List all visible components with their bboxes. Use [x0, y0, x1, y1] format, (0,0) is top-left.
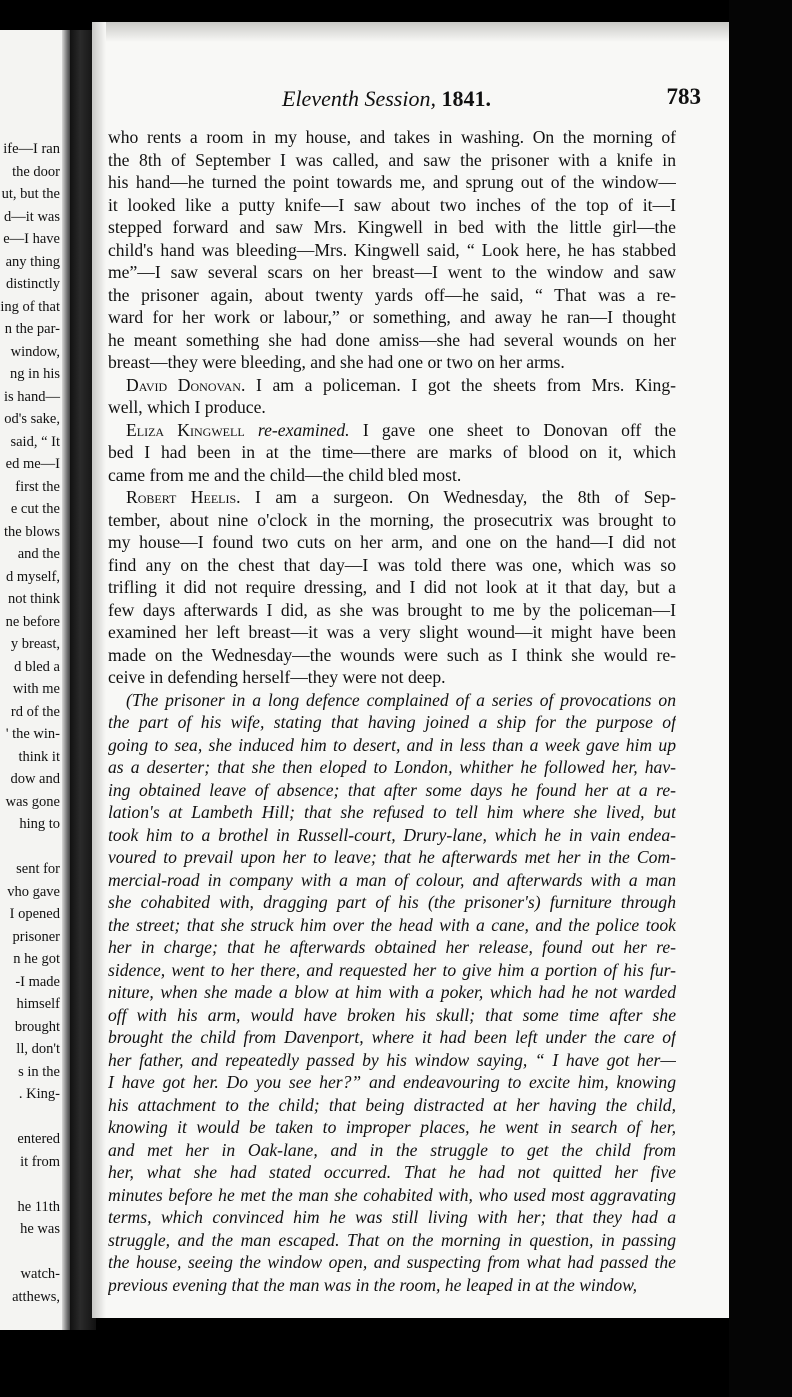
facing-page-line: dow and: [10, 771, 60, 787]
facing-page-line: first the: [15, 478, 60, 495]
facing-page-line: d myself,: [6, 568, 60, 585]
defence-line: previous evening that the man was in the room, he leaped in at the window,: [108, 1274, 638, 1295]
heelis-line: made on the Wednesday—the wounds were such as I think she would re-: [108, 644, 676, 665]
defence-line: struggle, and the man escaped. That on the morning in question, in passing: [108, 1229, 676, 1250]
facing-page-line: hing to: [19, 816, 60, 832]
facing-page-line: atthews,: [12, 1288, 60, 1305]
defence-line: going to sea, she induced him to desert, and in less than a week gave him up: [108, 734, 676, 755]
facing-page-line: rd of the: [10, 703, 60, 720]
testimony-line: stepped forward and saw Mrs. Kingwell in bed with the little girl—the: [108, 217, 676, 237]
defence-line: his attachment to the child; that being distracted at her having the child,: [108, 1094, 676, 1115]
facing-page-line: think it: [18, 748, 60, 765]
prisoner-defence: [108, 689, 676, 1297]
facing-page-line: ll, don't: [16, 1041, 60, 1057]
kingwell-line-2: came from me and the child—the child bled most.: [108, 464, 462, 485]
defence-line: the street; that she struck him over the head with a cane, and the police took: [108, 914, 676, 935]
facing-page-line: ng in his: [10, 366, 60, 382]
defence-line: mercial-road in company with a man of colour, and afterwards with a man: [108, 869, 676, 890]
facing-page-line: entered: [17, 1131, 60, 1147]
facing-page-line: he 11th: [17, 1198, 60, 1215]
testimony-line: ward for her work or labour,” or something, and away he ran—I thought: [108, 307, 676, 327]
defence-line: (The prisoner in a long defence complained of a series of provocations on: [126, 689, 676, 710]
facing-page-line: himself: [16, 996, 60, 1012]
heelis-line: my house—I found two cuts on her arm, and one on the hand—I did not: [108, 532, 676, 552]
facing-page-line: the door: [12, 163, 60, 180]
facing-page-line: ed me—I: [5, 456, 60, 472]
running-head-year: 1841.: [441, 86, 491, 111]
testimony-line: it looked like a putty knife—I saw about two inches of the top of it—I: [108, 194, 676, 215]
facing-page-line: . King-: [18, 1086, 60, 1102]
facing-page-line: n he got: [13, 951, 60, 967]
facing-page-line: ut, but the: [1, 186, 60, 202]
facing-page-line: ing of that: [0, 298, 60, 315]
facing-page-line: brought: [14, 1018, 60, 1035]
defence-line: I have got her. Do you see her?” and endeavouring to excite him, knowing: [108, 1072, 676, 1092]
facing-page-text: [0, 138, 60, 1308]
facing-page-line: [0, 1106, 60, 1129]
facing-page-line: [0, 836, 60, 859]
facing-page-line: e—I have: [3, 231, 60, 247]
scan-border: [729, 0, 792, 1397]
page-shadow-left: [92, 22, 106, 1318]
defence-line: minutes before he met the man she cohabited with, who used most aggravating: [108, 1184, 676, 1205]
facing-page-line: with me: [12, 681, 60, 697]
defence-line: took him to a brothel in Russell-court, Drury-lane, which he in vain endea-: [108, 824, 676, 845]
facing-page-line: he was: [20, 1221, 60, 1237]
running-head: [282, 86, 491, 112]
facing-page: [0, 30, 72, 1330]
testimony-line: his hand—he turned the point towards me, and sprung out of the window—: [108, 172, 676, 192]
defence-line: voured to prevail upon her to leave; that he afterwards met her in the Com-: [108, 847, 676, 867]
defence-line: her father, and repeatedly passed by his window saying, “ I have got her—: [108, 1049, 676, 1070]
donovan-line-0: David Donovan. I am a policeman. I got the sheets from Mrs. King-: [126, 374, 676, 395]
facing-page-line: d—it was: [4, 208, 60, 225]
facing-page-line: any thing: [5, 253, 60, 270]
facing-page-line: the blows: [4, 523, 60, 540]
witness-name: David Donovan.: [126, 374, 246, 395]
heelis-line: examined her left breast—it was a very slight wound—it might have been: [108, 622, 676, 642]
facing-page-line: it from: [20, 1153, 60, 1170]
witness-name: Robert Heelis.: [126, 487, 241, 507]
donovan-line-1: well, which I produce.: [108, 397, 266, 417]
defence-line: niture, when she made a blow at him with a poker, which had he not warded: [108, 982, 676, 1002]
defence-line: and met her in Oak-lane, and in the struggle to get the child from: [108, 1139, 676, 1160]
testimony-line: the 8th of September I was called, and saw the prisoner with a knife in: [108, 149, 676, 170]
facing-page-line: d bled a: [14, 658, 60, 675]
facing-page-line: ' the win-: [5, 726, 60, 742]
defence-line: she cohabited with, dragging part of his (the prisoner's) furniture through: [108, 892, 676, 912]
main-page: [92, 22, 729, 1318]
defence-line: ing obtained leave of absence; that after some days he found her at a re-: [108, 779, 676, 800]
heelis-line-0: Robert Heelis. I am a surgeon. On Wednesday, the 8th of Sep-: [126, 487, 676, 507]
facing-page-line: [0, 1241, 60, 1264]
facing-page-line: sent for: [16, 861, 60, 877]
defence-line: lation's at Lambeth Hill; that she refused to tell him where she lived, but: [108, 802, 676, 822]
facing-page-line: and the: [17, 546, 60, 562]
facing-page-line: n the par-: [4, 321, 60, 337]
testimony-line: child's hand was bleeding—Mrs. Kingwell said, “ Look here, he has stabbed: [108, 239, 676, 260]
testimony-line: breast—they were bleeding, and she had one or two on her arms.: [108, 352, 565, 372]
facing-page-line: said, “ It: [10, 433, 60, 450]
testimony-paragraph: [108, 126, 676, 374]
heelis-testimony: [108, 509, 676, 689]
facing-page-line: y breast,: [10, 636, 60, 652]
heelis-line: tember, about nine o'clock in the morning, the prosecutrix was brought to: [108, 509, 676, 530]
defence-line: as a deserter; that she then eloped to London, whither he followed her, hav-: [108, 757, 676, 777]
facing-page-line: od's sake,: [4, 411, 60, 427]
defence-line: her in charge; that he afterwards obtained her release, found out her re-: [108, 937, 676, 957]
facing-page-line: distinctly: [6, 276, 60, 292]
facing-page-line: is hand—: [4, 388, 60, 405]
running-head-title: Eleventh Session,: [282, 86, 436, 111]
facing-page-line: e cut the: [10, 501, 60, 517]
facing-page-line: [0, 1173, 60, 1196]
testimony-line: me”—I saw several scars on her breast—I went to the window and saw: [108, 262, 676, 282]
page-number: 783: [666, 84, 701, 109]
facing-page-line: ife—I ran: [3, 141, 60, 157]
defence-line: the house, seeing the window open, and suspecting from what had passed the: [108, 1252, 676, 1272]
witness-name: Eliza Kingwell: [126, 419, 245, 440]
facing-page-line: watch-: [20, 1266, 60, 1282]
facing-page-line: prisoner: [12, 928, 60, 945]
defence-line: off with his arm, would have broken his skull; that some time after she: [108, 1004, 676, 1025]
heelis-line: trifling it did not require dressing, and I did not look at it that day, but a: [108, 577, 676, 597]
facing-page-line: ne before: [5, 613, 60, 630]
facing-page-line: vho gave: [7, 883, 60, 900]
testimony-line: who rents a room in my house, and takes in washing. On the morning of: [108, 127, 676, 147]
facing-page-line: window,: [10, 343, 60, 360]
body-text: [108, 126, 676, 1296]
defence-line: knowing it would be taken to improper places, he went in search of her,: [108, 1117, 676, 1137]
facing-page-line: not think: [8, 591, 60, 607]
defence-line: brought the child from Davenport, where it had been left under the care of: [108, 1027, 676, 1047]
defence-line: sidence, went to her there, and requested her to give him a portion of his fur-: [108, 959, 676, 980]
kingwell-line-0: Eliza Kingwell re-examined. I gave one sheet to Donovan off the: [126, 419, 676, 440]
heelis-line: ceive in defending herself—they were not deep.: [108, 667, 446, 687]
facing-page-line: s in the: [18, 1063, 60, 1080]
defence-line: terms, which convinced him he was still living with her; that they had a: [108, 1207, 676, 1227]
facing-page-line: I opened: [9, 906, 60, 922]
testimony-line: the prisoner again, about twenty yards off—he said, “ That was a re-: [108, 284, 676, 305]
defence-line: the part of his wife, stating that having joined a ship for the purpose of: [108, 712, 676, 732]
testimony-line: he meant something she had done amiss—she had several wounds on her: [108, 329, 676, 350]
witness-role: re-examined.: [244, 419, 350, 440]
page-shadow-top: [92, 22, 729, 42]
facing-page-line: was gone: [5, 793, 60, 810]
defence-line: her, what she had stated occurred. That he had not quitted her five: [108, 1162, 676, 1182]
facing-page-line: -I made: [15, 973, 60, 990]
kingwell-line-1: bed I had been in at the time—there are marks of blood on it, which: [108, 442, 676, 462]
heelis-line: few days afterwards I did, as she was brought to me by the policeman—I: [108, 599, 676, 620]
heelis-line: find any on the chest that day—I was told there was one, which was so: [108, 554, 676, 575]
